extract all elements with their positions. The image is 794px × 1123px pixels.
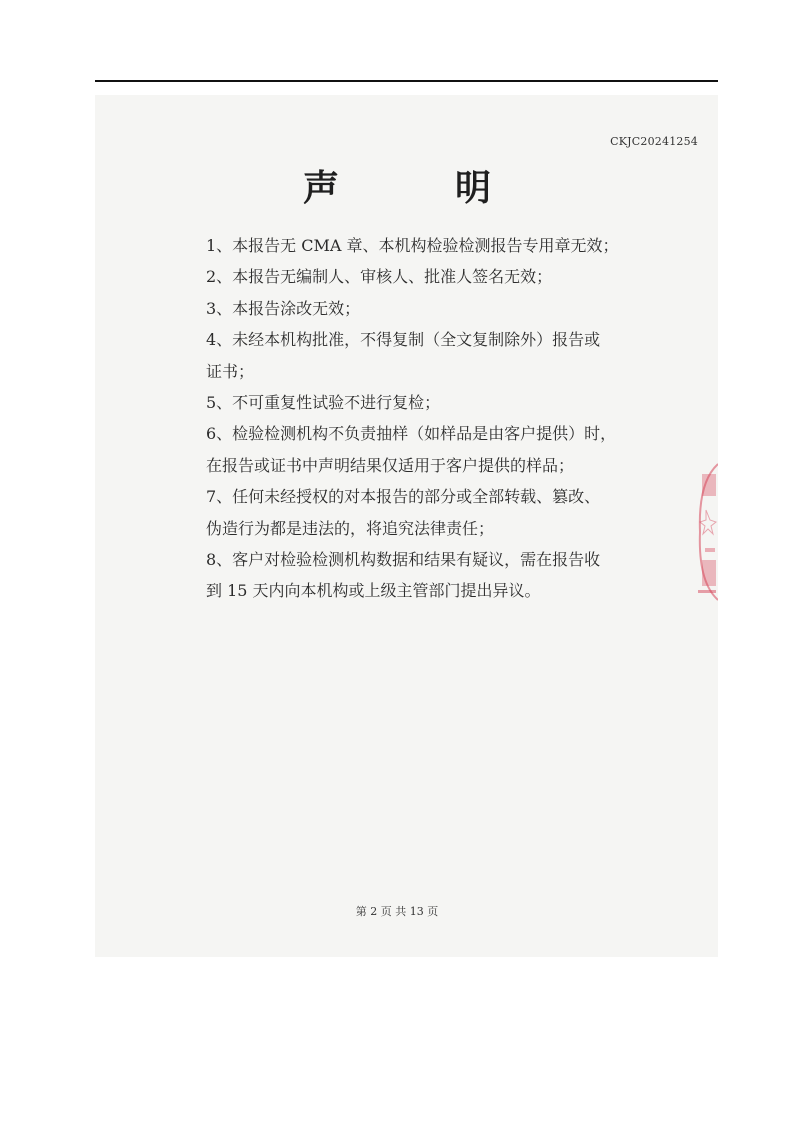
seal-stamp-fragment: [696, 462, 718, 602]
clause-item: 1、本报告无 CMA 章、本机构检验检测报告专用章无效；: [206, 236, 619, 255]
document-code: CKJC20241254: [610, 135, 698, 148]
clause-item: 7、任何未经授权的对本报告的部分或全部转载、篡改、 伪造行为都是违法的，将追究法律责任；: [206, 487, 601, 538]
clause-item: 3、本报告涂改无效；: [206, 298, 361, 318]
page-title: 声 明: [302, 167, 531, 209]
clause-item: 8、客户对检验检测机构数据和结果有疑议，需在报告收 到 15 天内向本机构或上级主管部门提出异议。: [206, 550, 601, 601]
clause-item: 6、检验检测机构不负责抽样（如样品是由客户提供）时， 在报告或证书中声明结果仅适用于客户提供的样品；: [206, 424, 617, 475]
clause-item: 4、未经本机构批准，不得复制（全文复制除外）报告或 证书；: [206, 330, 601, 381]
statement-clauses: [206, 230, 626, 607]
clause-item: 2、本报告无编制人、审核人、批准人签名无效；: [206, 267, 553, 287]
clause-item: 5、不可重复性试验不进行复检；: [206, 393, 441, 413]
page-number: 第 2 页 共 13 页: [355, 905, 439, 918]
header-rule: [95, 80, 718, 82]
